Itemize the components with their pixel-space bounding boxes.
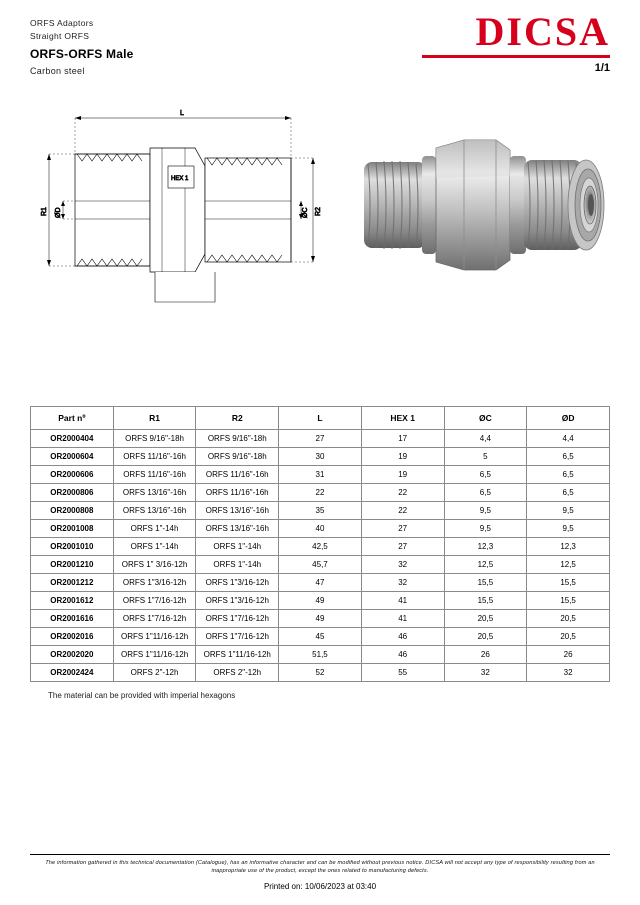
cell-part-no: OR2002016 xyxy=(31,628,114,646)
cell-oc: 12,5 xyxy=(444,556,527,574)
cell-part-no: OR2000606 xyxy=(31,466,114,484)
cell-r2: ORFS 1"7/16-12h xyxy=(196,610,279,628)
table-row xyxy=(31,610,610,628)
svg-text:L: L xyxy=(180,110,184,117)
page-title: ORFS-ORFS Male xyxy=(30,47,134,61)
page-number: 1/1 xyxy=(594,62,610,74)
cell-od: 26 xyxy=(527,646,610,664)
cell-r1: ORFS 2"-12h xyxy=(113,664,196,682)
cell-r1: ORFS 1"7/16-12h xyxy=(113,592,196,610)
col-l: L xyxy=(279,407,362,430)
table-row xyxy=(31,646,610,664)
cell-l: 31 xyxy=(279,466,362,484)
cell-hex1: 46 xyxy=(361,646,444,664)
cell-hex1: 19 xyxy=(361,466,444,484)
cell-part-no: OR2002020 xyxy=(31,646,114,664)
cell-r2: ORFS 9/16"-18h xyxy=(196,430,279,448)
cell-hex1: 32 xyxy=(361,556,444,574)
cell-od: 15,5 xyxy=(527,592,610,610)
cell-oc: 32 xyxy=(444,664,527,682)
cell-hex1: 22 xyxy=(361,502,444,520)
cell-l: 27 xyxy=(279,430,362,448)
cell-r1: ORFS 1"3/16-12h xyxy=(113,574,196,592)
cell-r1: ORFS 9/16"-18h xyxy=(113,430,196,448)
cell-hex1: 22 xyxy=(361,484,444,502)
cell-part-no: OR2001616 xyxy=(31,610,114,628)
cell-od: 32 xyxy=(527,664,610,682)
cell-od: 20,5 xyxy=(527,628,610,646)
cell-r2: ORFS 9/16"-18h xyxy=(196,448,279,466)
svg-text:ØD: ØD xyxy=(55,207,62,218)
col-od: ØD xyxy=(527,407,610,430)
cell-part-no: OR2002424 xyxy=(31,664,114,682)
table-note: The material can be provided with imperial hexagons xyxy=(48,691,236,700)
header-category: ORFS Adaptors xyxy=(30,18,94,28)
cell-od: 20,5 xyxy=(527,610,610,628)
cell-od: 4,4 xyxy=(527,430,610,448)
cell-hex1: 19 xyxy=(361,448,444,466)
cell-l: 40 xyxy=(279,520,362,538)
cell-l: 45,7 xyxy=(279,556,362,574)
svg-text:ØC: ØC xyxy=(302,207,309,218)
footer-divider xyxy=(30,854,610,855)
table-row xyxy=(31,556,610,574)
cell-r2: ORFS 11/16"-16h xyxy=(196,466,279,484)
cell-r1: ORFS 1"11/16-12h xyxy=(113,628,196,646)
cell-r2: ORFS 11/16"-16h xyxy=(196,484,279,502)
cell-od: 6,5 xyxy=(527,466,610,484)
footer-disclaimer: The information gathered in this technical documentation (Catalogue), has an informative character and can be modified without previous notice. DICSA will not accept any type of responsibility resulting from an inappropriate use of the product, except the ones related to manufacturing defects. xyxy=(45,859,595,874)
cell-hex1: 46 xyxy=(361,628,444,646)
cell-r2: ORFS 1"-14h xyxy=(196,538,279,556)
col-hex1: HEX 1 xyxy=(361,407,444,430)
cell-part-no: OR2001210 xyxy=(31,556,114,574)
cell-oc: 15,5 xyxy=(444,574,527,592)
cell-r2: ORFS 1"7/16-12h xyxy=(196,628,279,646)
cell-od: 6,5 xyxy=(527,448,610,466)
cell-part-no: OR2001612 xyxy=(31,592,114,610)
logo-text: DICSA xyxy=(475,9,610,54)
table-row xyxy=(31,466,610,484)
cell-part-no: OR2000806 xyxy=(31,484,114,502)
cell-part-no: OR2001212 xyxy=(31,574,114,592)
table-row xyxy=(31,538,610,556)
cell-l: 35 xyxy=(279,502,362,520)
cell-part-no: OR2000808 xyxy=(31,502,114,520)
svg-text:R1: R1 xyxy=(41,207,48,216)
cell-l: 52 xyxy=(279,664,362,682)
cell-od: 15,5 xyxy=(527,574,610,592)
table-row xyxy=(31,430,610,448)
table-row xyxy=(31,502,610,520)
col-r2: R2 xyxy=(196,407,279,430)
cell-hex1: 27 xyxy=(361,538,444,556)
header-subcategory: Straight ORFS xyxy=(30,31,90,41)
cell-r2: ORFS 1"3/16-12h xyxy=(196,574,279,592)
cell-oc: 6,5 xyxy=(444,466,527,484)
cell-oc: 26 xyxy=(444,646,527,664)
svg-text:R2: R2 xyxy=(315,207,322,216)
company-logo xyxy=(410,9,610,58)
page-header xyxy=(30,0,610,98)
table-row xyxy=(31,628,610,646)
cell-part-no: OR2000404 xyxy=(31,430,114,448)
spec-table xyxy=(30,406,610,682)
cell-oc: 20,5 xyxy=(444,628,527,646)
cell-od: 12,5 xyxy=(527,556,610,574)
col-part-no: Part nº xyxy=(31,407,114,430)
cell-r1: ORFS 11/16"-16h xyxy=(113,448,196,466)
cell-l: 51,5 xyxy=(279,646,362,664)
page-footer xyxy=(30,854,610,891)
cell-hex1: 17 xyxy=(361,430,444,448)
logo-underline xyxy=(422,55,610,58)
col-r1: R1 xyxy=(113,407,196,430)
table-row xyxy=(31,592,610,610)
cell-l: 45 xyxy=(279,628,362,646)
footer-printed-on: Printed on: 10/06/2023 at 03:40 xyxy=(263,882,377,891)
cell-part-no: OR2001008 xyxy=(31,520,114,538)
cell-l: 47 xyxy=(279,574,362,592)
header-material: Carbon steel xyxy=(30,66,85,76)
cell-l: 49 xyxy=(279,592,362,610)
cell-l: 30 xyxy=(279,448,362,466)
cell-r1: ORFS 11/16"-16h xyxy=(113,466,196,484)
cell-r2: ORFS 13/16"-16h xyxy=(196,502,279,520)
cell-od: 6,5 xyxy=(527,484,610,502)
cell-oc: 12,3 xyxy=(444,538,527,556)
table-row xyxy=(31,664,610,682)
cell-l: 42,5 xyxy=(279,538,362,556)
cell-l: 49 xyxy=(279,610,362,628)
table-row xyxy=(31,520,610,538)
cell-hex1: 32 xyxy=(361,574,444,592)
cell-hex1: 41 xyxy=(361,592,444,610)
table-header-row xyxy=(31,407,610,430)
cell-od: 9,5 xyxy=(527,502,610,520)
col-oc: ØC xyxy=(444,407,527,430)
cell-r1: ORFS 1"11/16-12h xyxy=(113,646,196,664)
cell-r1: ORFS 13/16"-16h xyxy=(113,484,196,502)
cell-oc: 4,4 xyxy=(444,430,527,448)
table-row xyxy=(31,574,610,592)
cell-r1: ORFS 1" 3/16-12h xyxy=(113,556,196,574)
cell-r2: ORFS 1"3/16-12h xyxy=(196,592,279,610)
table-row xyxy=(31,448,610,466)
cell-r1: ORFS 13/16"-16h xyxy=(113,502,196,520)
cell-hex1: 27 xyxy=(361,520,444,538)
cell-od: 9,5 xyxy=(527,520,610,538)
cell-hex1: 55 xyxy=(361,664,444,682)
cell-oc: 9,5 xyxy=(444,520,527,538)
cell-part-no: OR2000604 xyxy=(31,448,114,466)
cell-od: 12,3 xyxy=(527,538,610,556)
spec-table-wrapper xyxy=(30,406,610,700)
cell-r2: ORFS 2"-12h xyxy=(196,664,279,682)
cell-oc: 20,5 xyxy=(444,610,527,628)
cell-oc: 5 xyxy=(444,448,527,466)
table-row xyxy=(31,484,610,502)
product-render xyxy=(360,116,630,321)
technical-drawing xyxy=(35,106,335,331)
svg-text:HEX 1: HEX 1 xyxy=(171,176,189,182)
cell-r1: ORFS 1"-14h xyxy=(113,538,196,556)
cell-r2: ORFS 1"-14h xyxy=(196,556,279,574)
cell-oc: 6,5 xyxy=(444,484,527,502)
cell-hex1: 41 xyxy=(361,610,444,628)
cell-oc: 9,5 xyxy=(444,502,527,520)
cell-l: 22 xyxy=(279,484,362,502)
cell-r1: ORFS 1"-14h xyxy=(113,520,196,538)
cell-r2: ORFS 13/16"-16h xyxy=(196,520,279,538)
cell-r2: ORFS 1"11/16-12h xyxy=(196,646,279,664)
cell-r1: ORFS 1"7/16-12h xyxy=(113,610,196,628)
cell-part-no: OR2001010 xyxy=(31,538,114,556)
drawing-area xyxy=(30,106,610,396)
cell-oc: 15,5 xyxy=(444,592,527,610)
